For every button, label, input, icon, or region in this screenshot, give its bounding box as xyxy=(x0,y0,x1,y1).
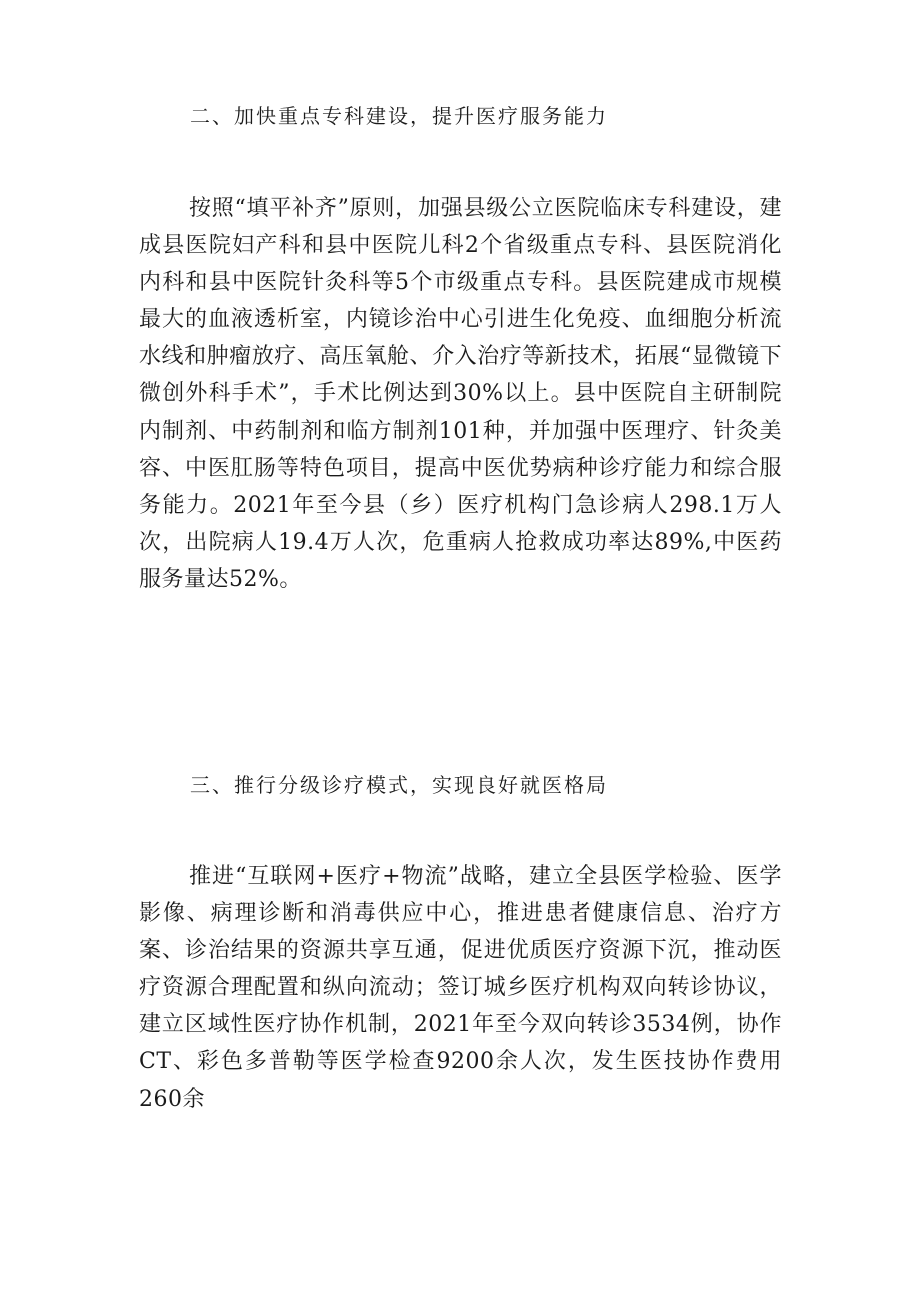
section-paragraph-3: 推进“互联网+医疗+物流”战略，建立全县医学检验、医学影像、病理诊断和消毒供应中心，推进患者健康信息、治疗方案、诊治结果的资源共享互通，促进优质医疗资源下沉，推动医疗资源合理配置和纵向流动；签订城乡医疗机构双向转诊协议，建立区域性医疗协作机制，2021年至今双向转诊3534例，协作CT、彩色多普勒等医学检查9200余人次，发生医技协作费用260余 xyxy=(139,864,782,1112)
section-heading-3: 三、推行分级诊疗模式，实现良好就医格局 xyxy=(190,773,608,797)
section-heading-2: 二、加快重点专科建设，提升医疗服务能力 xyxy=(190,104,608,128)
section-paragraph-2: 按照“填平补齐”原则，加强县级公立医院临床专科建设，建成县医院妇产科和县中医院儿科2个省级重点专科、县医院消化内科和县中医院针灸科等5个市级重点专科。县医院建成市规模最大的血液透析室，内镜诊治中心引进生化免疫、血细胞分析流水线和肿瘤放疗、高压氧舱、介入治疗等新技术，拓展“显微镜下微创外科手术”，手术比例达到30%以上。县中医院自主研制院内制剂、中药制剂和临方制剂101种，并加强中医理疗、针灸美容、中医肛肠等特色项目，提高中医优势病种诊疗能力和综合服务能力。2021年至今县（乡）医疗机构门急诊病人298.1万人次，出院病人19.4万人次，危重病人抢救成功率达89%,中医药服务量达52%。 xyxy=(139,196,782,592)
